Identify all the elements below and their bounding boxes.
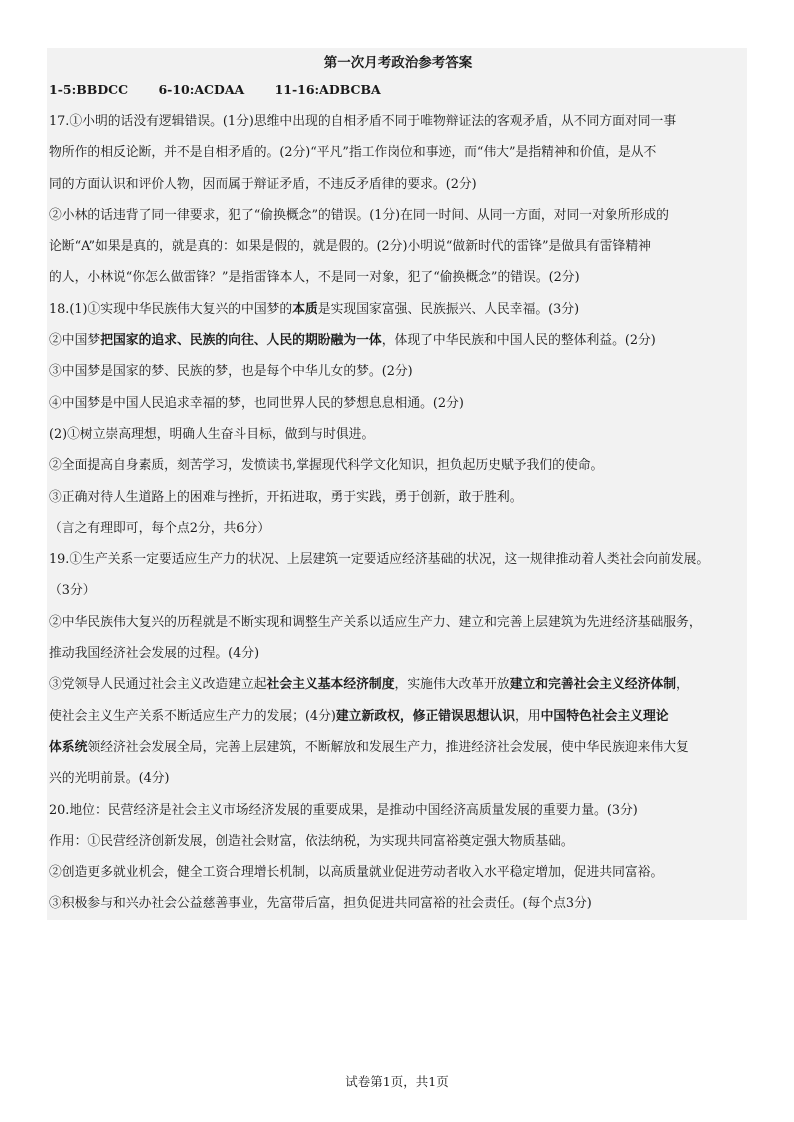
- bold-text-run: 体系统: [49, 739, 88, 755]
- text-run: 作用：①民营经济创新发展，创造社会财富，依法纳税，为实现共同富裕奠定强大物质基础。: [49, 833, 574, 849]
- text-line: [49, 262, 747, 293]
- answers-11-16: 11-16:ADBCBA: [274, 82, 381, 97]
- text-run: 领经济社会发展全局，完善上层建筑，不断解放和发展生产力，推进经济社会发展，使中华民族迎来伟大复: [87, 739, 689, 755]
- answer-key-block: [47, 48, 747, 920]
- document-title: 第一次月考政治参考答案: [323, 55, 473, 71]
- text-run: ，体现了中华民族和中国人民的整体利益。(2分): [381, 333, 656, 349]
- text-run: ②中华民族伟大复兴的历程就是不断实现和调整生产关系以适应生产力、建立和完善上层建筑为先进经济基础服务，: [49, 614, 702, 630]
- text-line: [49, 419, 747, 450]
- text-line: [49, 888, 747, 919]
- text-run: ，用: [515, 708, 541, 724]
- text-line: [49, 795, 747, 826]
- bold-text-run: 建立和完善社会主义经济体制: [509, 677, 677, 693]
- text-line: [49, 575, 747, 606]
- text-run: 使社会主义生产关系不断适应生产力的发展；(4分): [49, 708, 336, 724]
- text-run: 20.地位：民营经济是社会主义市场经济发展的重要成果，是推动中国经济高质量发展的重要力量。(3分): [49, 802, 638, 818]
- text-line: [49, 325, 747, 356]
- text-run: 兴的光明前景。(4分): [49, 771, 170, 787]
- text-run: 物所作的相反论断，并不是自相矛盾的。(2分)“平凡”指工作岗位和事迹，而“伟大”是指精神和价值，是从不: [49, 145, 657, 161]
- text-line: [49, 450, 747, 481]
- text-run: 同的方面认识和评价人物，因而属于辩证矛盾，不违反矛盾律的要求。(2分): [49, 176, 477, 192]
- text-run: （言之有理即可，每个点2分，共6分）: [49, 520, 271, 536]
- text-run: (2)①树立崇高理想，明确人生奋斗目标，做到与时俱进。: [49, 426, 375, 442]
- text-line: [49, 638, 747, 669]
- page-footer: 试卷第1页，共1页: [345, 1074, 449, 1089]
- text-line: [49, 356, 747, 387]
- text-line: [49, 106, 747, 137]
- bold-text-run: 本质: [292, 301, 318, 317]
- text-run: ③正确对待人生道路上的困难与挫折，开拓进取，勇于实践，勇于创新，敢于胜利。: [49, 489, 523, 505]
- text-line: [49, 169, 747, 200]
- bold-text-run: 把国家的追求、民族的向往、人民的期盼融为一体: [100, 333, 382, 349]
- text-line: [49, 294, 747, 325]
- text-run: ，实施伟大改革开放: [394, 677, 510, 693]
- text-run: ④中国梦是中国人民追求幸福的梦，也同世界人民的梦想息息相通。(2分): [49, 395, 464, 411]
- text-line: [49, 826, 747, 857]
- text-run: ②创造更多就业机会，健全工资合理增长机制，以高质量就业促进劳动者收入水平稳定增加，促进共同富裕。: [49, 865, 664, 881]
- bold-text-run: 建立新政权，修正错误思想认识: [335, 708, 516, 724]
- multiple-choice-answers: [49, 77, 747, 102]
- text-line: [49, 732, 747, 763]
- text-line: [49, 200, 747, 231]
- answers-1-5: 1-5:BBDCC: [49, 82, 129, 97]
- answers-6-10: 6-10:ACDAA: [158, 82, 245, 97]
- bold-text-run: 社会主义基本经济制度: [266, 677, 395, 693]
- text-run: ②中国梦: [49, 333, 101, 349]
- text-run: 的人，小林说“你怎么做雷锋？”是指雷锋本人，不是同一对象，犯了“偷换概念”的错误。(2分): [49, 270, 580, 286]
- text-run: 18.(1)①实现中华民族伟大复兴的中国梦的: [49, 301, 293, 317]
- text-run: ，: [676, 677, 689, 693]
- text-run: 推动我国经济社会发展的过程。(4分): [49, 646, 260, 662]
- bold-text-run: 中国特色社会主义理论: [540, 708, 669, 724]
- text-run: 是实现国家富强、民族振兴、人民幸福。(3分): [317, 301, 580, 317]
- text-run: ③积极参与和兴办社会公益慈善事业，先富带后富，担负促进共同富裕的社会责任。(每个点3分): [49, 896, 592, 912]
- text-run: 19.①生产关系一定要适应生产力的状况、上层建筑一定要适应经济基础的状况，这一规律推动着人类社会向前发展。: [49, 552, 710, 568]
- text-run: ②小林的话违背了同一律要求，犯了“偷换概念”的错误。(1分)在同一时间、从同一方面，对同一对象所形成的: [49, 207, 669, 223]
- text-line: [49, 482, 747, 513]
- text-line: [49, 231, 747, 262]
- text-line: [49, 701, 747, 732]
- text-line: [49, 544, 747, 575]
- text-run: （3分）: [49, 583, 96, 599]
- text-line: [49, 388, 747, 419]
- text-run: 论断“A”如果是真的，就是真的：如果是假的，就是假的。(2分)小明说“做新时代的雷锋”是做具有雷锋精神: [49, 239, 651, 255]
- text-line: [49, 857, 747, 888]
- text-run: ③中国梦是国家的梦、民族的梦，也是每个中华儿女的梦。(2分): [49, 364, 413, 380]
- text-run: 17.①小明的话没有逻辑错误。(1分)思维中出现的自相矛盾不同于唯物辩证法的客观矛盾，从不同方面对同一事: [49, 114, 677, 129]
- text-line: [49, 513, 747, 544]
- text-run: ③党领导人民通过社会主义改造建立起: [49, 677, 267, 693]
- text-line: [49, 763, 747, 794]
- text-line: [49, 669, 747, 700]
- text-line: [49, 607, 747, 638]
- answer-body: [49, 106, 747, 920]
- text-run: ②全面提高自身素质，刻苦学习，发愤读书,掌握现代科学文化知识，担负起历史赋予我们的使命。: [49, 458, 604, 474]
- text-line: [49, 137, 747, 168]
